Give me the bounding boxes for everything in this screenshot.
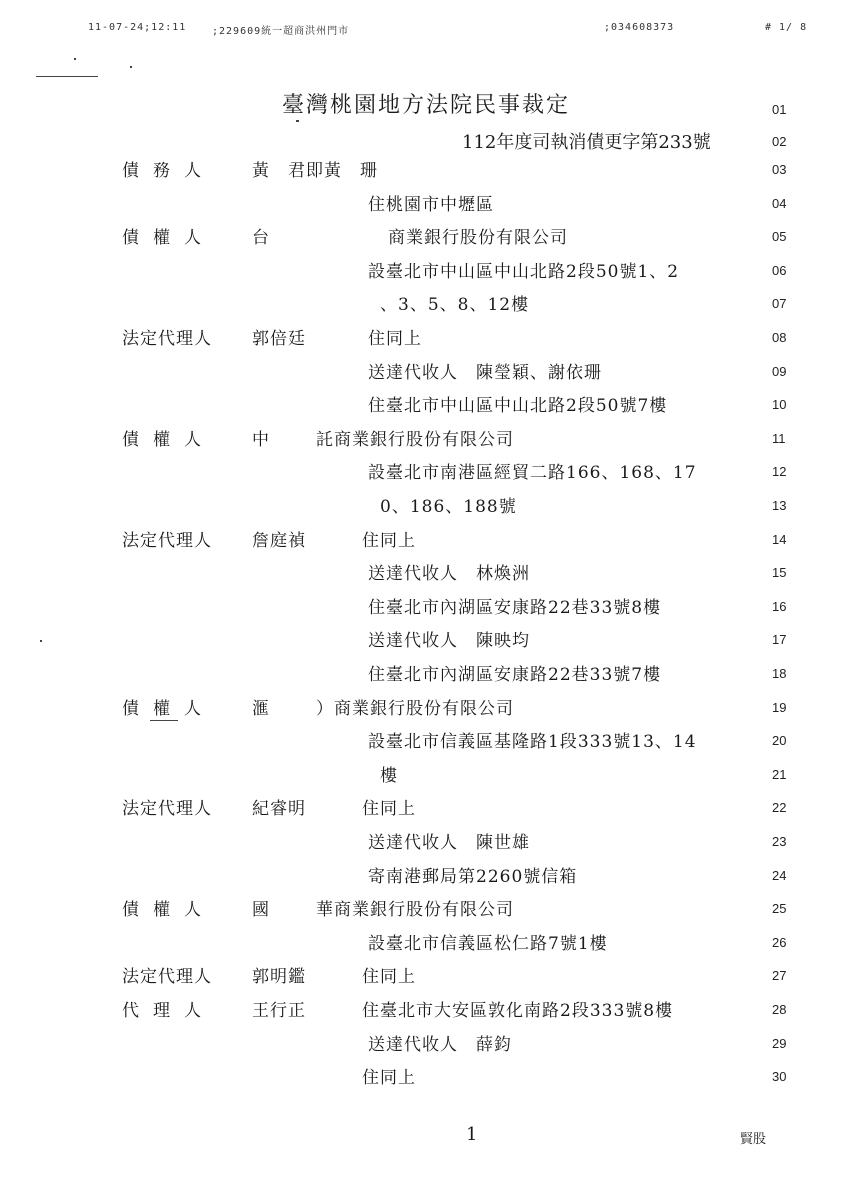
line-number: 06 [772,263,787,278]
line-number: 21 [772,767,787,782]
line-text: 設臺北市信義區基隆路1段333號13、14 [368,732,697,752]
line-text: 華商業銀行股份有限公司 [316,900,514,920]
document-title: 臺灣桃園地方法院民事裁定 [282,93,571,118]
party-name: 王行正 [252,1001,306,1021]
fax-number: ;034608373 [604,22,675,33]
line-text: 設臺北市中山區中山北路2段50號1、2 [368,262,680,282]
line-text: 住同上 [362,967,416,987]
line-number: 12 [772,464,787,479]
line-text: 送達代收人 薛鈞 [368,1035,512,1055]
line-text: 住同上 [362,1068,416,1088]
line-text: 、3、5、8、12樓 [380,295,530,315]
line-text: 商業銀行股份有限公司 [316,228,568,248]
line-text: 住臺北市內湖區安康路22巷33號8樓 [368,598,662,618]
party-role: 法定代理人 [122,799,212,819]
line-number: 20 [772,733,787,748]
party-name: 國 [252,900,270,920]
line-text: 送達代收人 林煥洲 [368,564,530,584]
fax-page-indicator: # 1/ 8 [765,22,808,33]
line-text: 住臺北市大安區敦化南路2段333號8樓 [362,1001,674,1021]
fax-sender: ;229609統一超商洪州門市 [212,26,350,37]
line-text: 住同上 [368,329,422,349]
party-role: 債權人 [122,430,215,450]
party-name: 黃 君即黃 珊 [252,161,378,181]
line-number: 05 [772,229,787,244]
line-number: 26 [772,935,787,950]
line-number: 13 [772,498,787,513]
line-number: 30 [772,1069,787,1084]
line-text: 設臺北市信義區松仁路7號1樓 [368,934,608,954]
party-role: 債權人 [122,228,215,248]
line-text: 住臺北市內湖區安康路22巷33號7樓 [368,665,662,685]
party-role: 債權人 [122,900,215,920]
line-number: 17 [772,632,787,647]
party-role: 法定代理人 [122,967,212,987]
party-role: 代理人 [122,1001,215,1021]
party-name: 郭明鑑 [252,967,306,987]
line-number: 28 [772,1002,787,1017]
line-number: 15 [772,565,787,580]
line-number: 29 [772,1036,787,1051]
line-number: 07 [772,296,787,311]
line-text: 設臺北市南港區經貿二路166、168、17 [368,463,697,483]
line-number: 18 [772,666,787,681]
line-text: 住桃園市中壢區 [368,195,494,215]
party-name: 滙 [252,699,270,719]
party-name: 詹庭禎 [252,531,306,551]
line-number: 24 [772,868,787,883]
line-number: 19 [772,700,787,715]
line-text: 送達代收人 陳世雄 [368,833,530,853]
party-name: 郭倍廷 [252,329,306,349]
line-text: 樓 [380,766,398,786]
party-role: 債權人 [122,699,215,719]
line-number: 03 [772,162,787,177]
line-number: 27 [772,968,787,983]
line-text: 託商業銀行股份有限公司 [316,430,514,450]
party-role: 法定代理人 [122,531,212,551]
line-number: 16 [772,599,787,614]
party-name: 台 [252,228,270,248]
line-text: 0、186、188號 [380,497,517,517]
fax-timestamp: 11-07-24;12:11 [88,22,187,33]
line-number: 08 [772,330,787,345]
line-number: 14 [772,532,787,547]
line-text: 送達代收人 陳映均 [368,631,530,651]
line-text: 住同上 [362,531,416,551]
line-number: 01 [772,102,787,117]
line-text: 住臺北市中山區中山北路2段50號7樓 [368,396,668,416]
line-number: 23 [772,834,787,849]
line-text: 寄南港郵局第2260號信箱 [368,867,578,887]
line-number: 09 [772,364,787,379]
line-number: 11 [772,431,786,446]
line-number: 10 [772,397,787,412]
party-role: 法定代理人 [122,329,212,349]
footer-stamp: 賢股 [740,1132,767,1147]
party-name: 中 [252,430,270,450]
line-number: 22 [772,800,787,815]
case-number: 112年度司執消債更字第233號 [462,132,711,153]
line-number: 25 [772,901,787,916]
party-name: 紀睿明 [252,799,306,819]
line-text: 送達代收人 陳瑩穎、謝依珊 [368,363,602,383]
line-number: 04 [772,196,787,211]
line-number: 02 [772,134,787,149]
fax-header [0,22,848,38]
page-number: 1 [466,1124,478,1145]
line-text: 住同上 [362,799,416,819]
line-text: ）商業銀行股份有限公司 [316,699,514,719]
party-role: 債務人 [122,161,215,181]
